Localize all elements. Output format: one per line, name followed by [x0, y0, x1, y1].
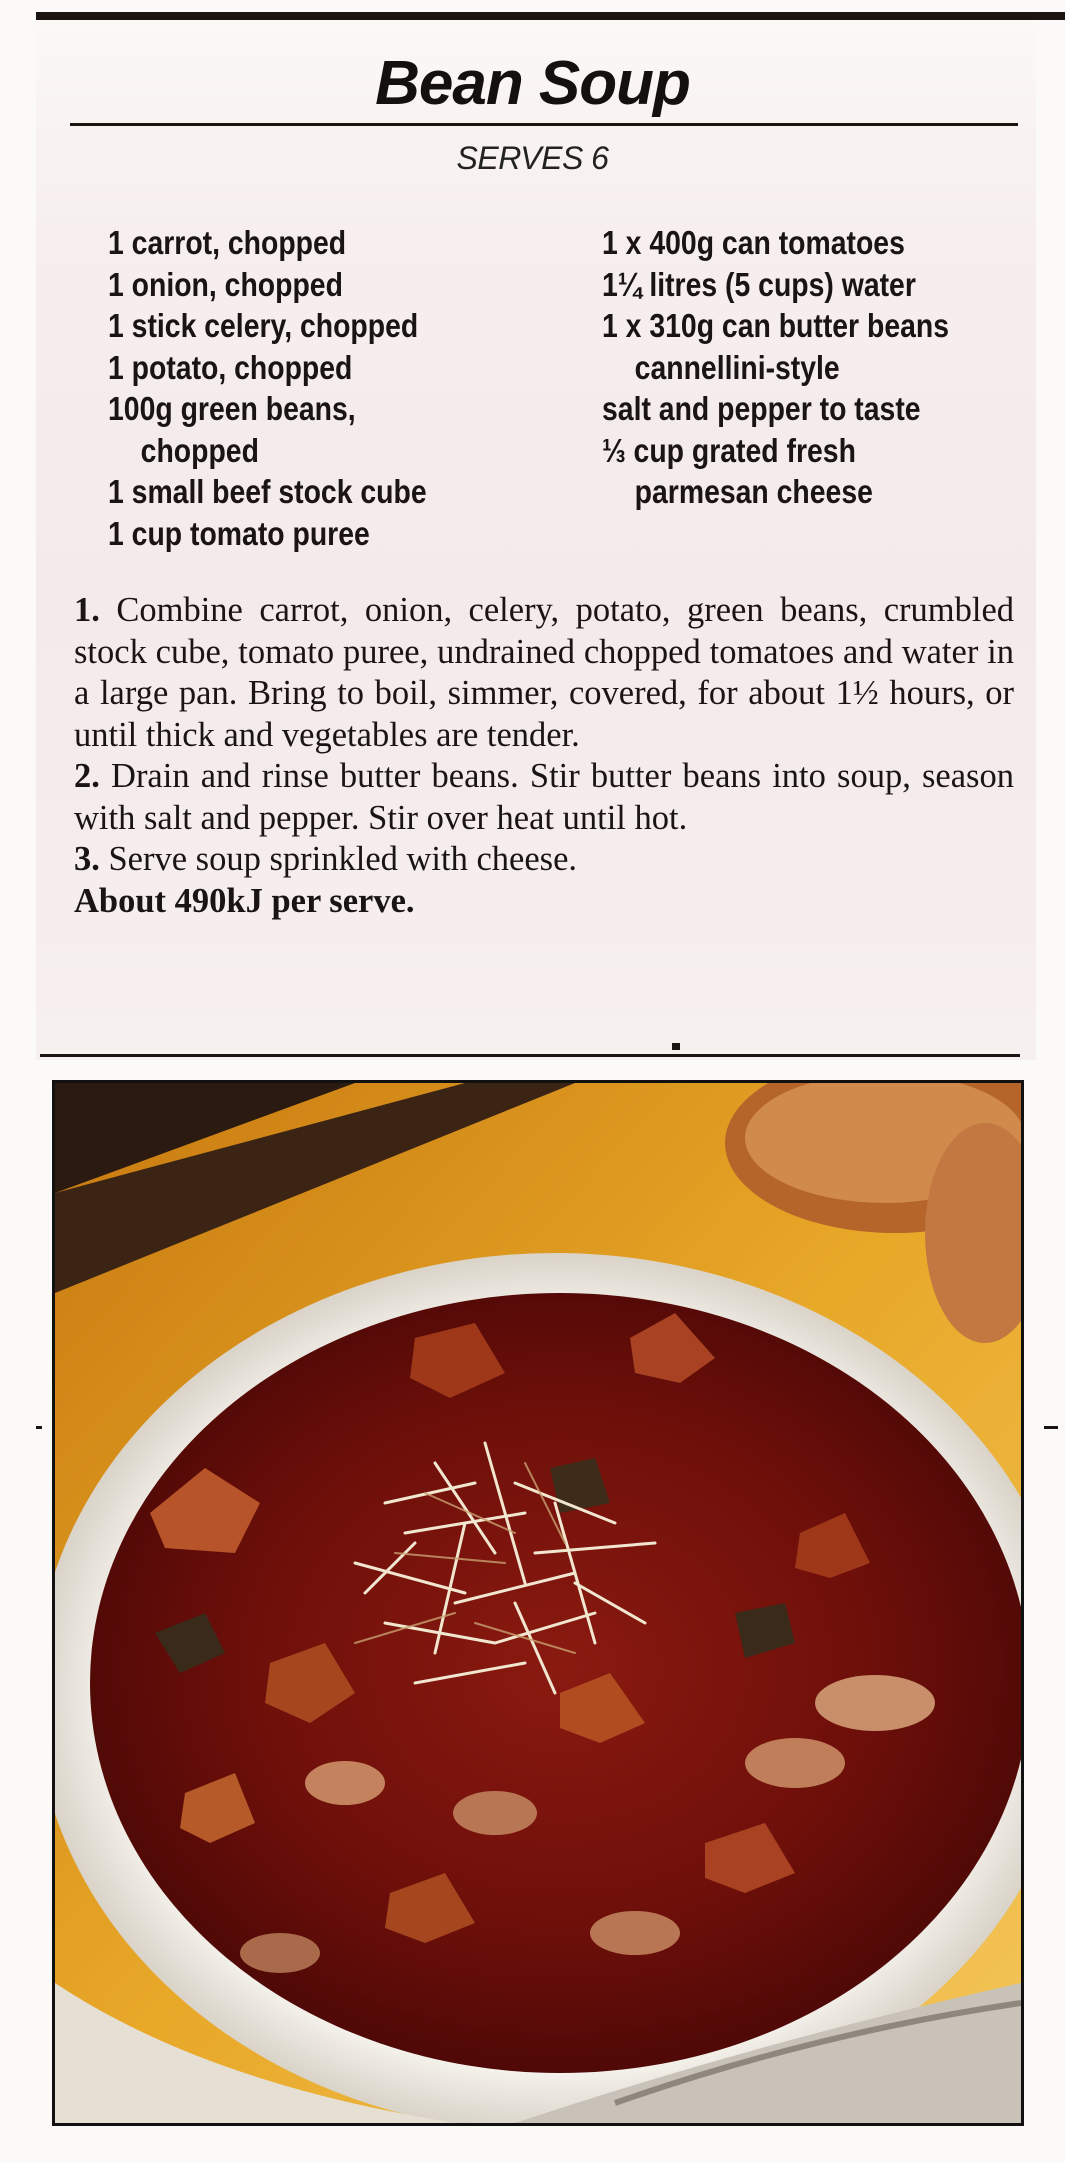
step-text: Combine carrot, onion, celery, potato, green beans, crumbled stock cube, tomato puree, undrained chopped tomatoes and water in a large pan. Bring to boil, simmer, covered, for about 1½ hours, or until thick and vegetables are tender. — [74, 591, 1015, 754]
step-number: 3. — [74, 840, 100, 878]
ingredient-item: salt and pepper to taste — [602, 390, 921, 427]
print-mark — [672, 1043, 680, 1050]
step-number: 1. — [74, 591, 100, 629]
energy-per-serve: About 490kJ per serve. — [74, 881, 415, 920]
method-steps — [74, 590, 1014, 922]
print-mark — [1044, 1426, 1058, 1429]
ingredient-item: 1 cup tomato puree — [108, 514, 370, 552]
print-mark — [36, 1426, 42, 1429]
ingredient-item: 100g green beans, — [108, 390, 356, 427]
step-number: 2. — [74, 757, 100, 795]
ingredient-item: ⅓ cup grated fresh — [602, 431, 856, 469]
ingredient-item: 1¼ litres (5 cups) water — [602, 265, 916, 303]
ingredient-item: 1 potato, chopped — [108, 348, 353, 386]
ingredients-right-column — [602, 222, 949, 513]
ingredient-item: 1 onion, chopped — [108, 265, 343, 303]
method-step — [74, 839, 1014, 881]
step-text: Serve soup sprinkled with cheese. — [108, 840, 578, 878]
soup-photo — [52, 1080, 1024, 2126]
ingredient-item: 1 small beef stock cube — [108, 473, 427, 510]
ingredient-item: 1 stick celery, chopped — [108, 307, 419, 344]
ingredient-item-continued: cannellini-style — [634, 348, 840, 386]
recipe-title: Bean Soup — [375, 49, 690, 118]
ingredient-item: 1 carrot, chopped — [108, 224, 347, 261]
section-divider — [40, 1054, 1020, 1057]
title-underline — [70, 123, 1018, 126]
ingredient-item: 1 x 400g can tomatoes — [602, 224, 905, 261]
serves-label: SERVES 6 — [456, 140, 609, 176]
ingredients-left-column — [108, 222, 427, 554]
step-text: Drain and rinse butter beans. Stir butter beans into soup, season with salt and pepper. Stir over heat until hot. — [74, 757, 1014, 837]
ingredient-item-continued: chopped — [140, 431, 259, 469]
ingredient-item-continued: parmesan cheese — [634, 473, 873, 510]
soup-illustration — [55, 1083, 1021, 2123]
method-step — [74, 590, 1014, 756]
ingredient-item: 1 x 310g can butter beans — [602, 307, 950, 344]
top-border — [36, 12, 1065, 20]
method-step — [74, 756, 1014, 839]
